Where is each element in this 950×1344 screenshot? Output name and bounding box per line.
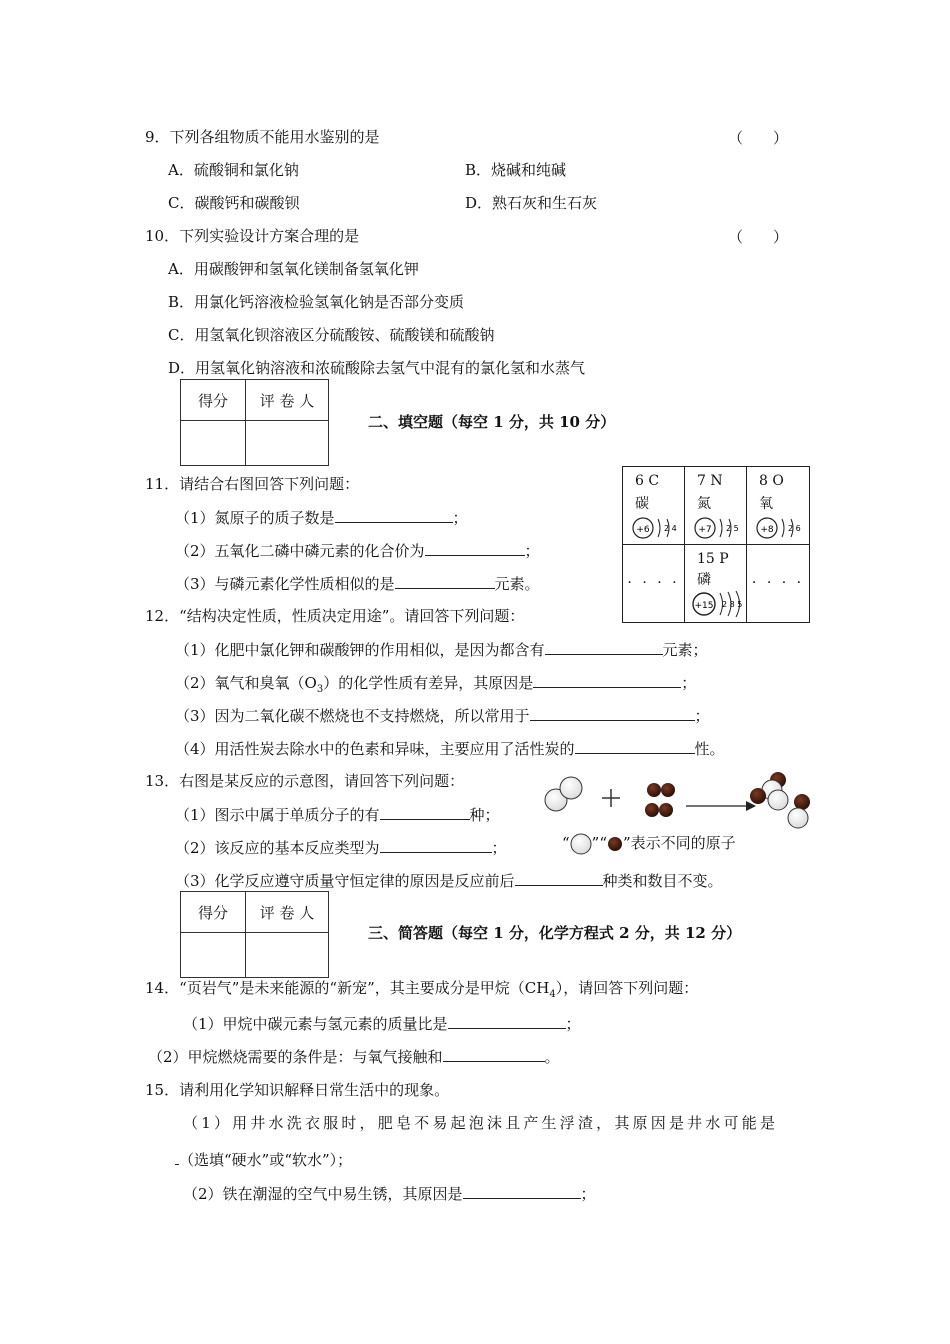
q12-part2-end: ； xyxy=(681,674,697,692)
q14-part2-text: （2）甲烷燃烧需要的条件是：与氧气接触和 xyxy=(148,1048,443,1066)
q11-part1-end: ； xyxy=(452,509,468,527)
q12-part2-text-b: ）的化学性质有差异，其原因是 xyxy=(323,674,534,692)
q11-blank-3[interactable] xyxy=(395,573,495,589)
q14-stem xyxy=(145,978,698,1005)
q12-stem: 12．“结构决定性质，性质决定用途”。请回答下列问题： xyxy=(145,607,525,625)
cell-dots-left xyxy=(623,545,685,622)
q9-option-a: A．硫酸铜和氯化钠 xyxy=(168,161,299,179)
q9-answer-paren[interactable]: （ ） xyxy=(728,129,789,147)
atom-legend xyxy=(562,833,736,855)
q12-part2-text-a: （2）氧气和臭氧（O xyxy=(175,674,317,692)
q13-part1-end: 种； xyxy=(469,806,500,824)
grader-cell-2[interactable] xyxy=(246,933,329,978)
q12-subscript: 3 xyxy=(316,684,324,695)
nitrogen-symbol: 7 N xyxy=(697,473,723,489)
carbon-symbol: 6 C xyxy=(635,473,660,489)
q11-part2 xyxy=(175,540,540,561)
q12-blank-2[interactable] xyxy=(533,672,681,688)
q12-part1-end: 元素； xyxy=(662,641,708,659)
q14-subscript: 4 xyxy=(549,989,556,1000)
q10-answer-paren[interactable]: （ ） xyxy=(728,228,789,246)
q14-part1-end: ； xyxy=(565,1015,581,1033)
q12-part1 xyxy=(175,639,708,660)
q11-part2-end: ； xyxy=(524,542,540,560)
grader-header: 评 卷 人 xyxy=(246,380,329,421)
q13-blank-2[interactable] xyxy=(380,837,492,853)
carbon-shells: 2 4 xyxy=(664,524,677,533)
score-table-1 xyxy=(180,379,329,466)
q13-part2 xyxy=(175,837,507,858)
q15-part2-end: ； xyxy=(580,1185,596,1203)
oxygen-atom-diagram xyxy=(755,515,805,541)
plus-sign xyxy=(602,789,620,807)
q11-part3 xyxy=(175,573,540,594)
oxygen-symbol: 8 O xyxy=(759,473,784,489)
q13-part2-text: （2）该反应的基本反应类型为 xyxy=(175,839,380,857)
q14-blank-1[interactable] xyxy=(448,1013,566,1029)
reaction-arrow xyxy=(686,801,756,811)
score-cell-2[interactable] xyxy=(181,933,246,978)
grader-header-2: 评 卷 人 xyxy=(246,892,329,933)
cell-oxygen xyxy=(747,467,809,545)
q14-part2 xyxy=(148,1046,560,1067)
q15-stem: 15．请利用化学知识解释日常生活中的现象。 xyxy=(145,1081,450,1099)
q13-part1-text: （1）图示中属于单质分子的有 xyxy=(175,806,380,824)
oxygen-nucleus: +8 xyxy=(760,525,774,535)
q11-part1 xyxy=(175,507,468,528)
q13-part3-text: （3）化学反应遵守质量守恒定律的原因是反应前后 xyxy=(175,872,515,890)
q11-blank-2[interactable] xyxy=(425,540,525,556)
phosphorus-symbol: 15 P xyxy=(697,551,729,567)
q12-part4-end: 性。 xyxy=(694,740,725,758)
phosphorus-nucleus: +15 xyxy=(694,601,714,611)
q13-part2-end: ； xyxy=(491,839,507,857)
carbon-nucleus: +6 xyxy=(636,525,650,535)
dots-left: · · · · xyxy=(627,575,680,591)
q10-option-d: D．用氢氧化钠溶液和浓硫酸除去氢气中混有的氯化氢和水蒸气 xyxy=(168,359,586,377)
phosphorus-name: 磷 xyxy=(697,572,711,588)
legend-text: ”表示不同的原子 xyxy=(623,834,736,852)
element-grid xyxy=(622,466,810,623)
reactant-dark-molecules xyxy=(645,783,675,817)
q14-part2-end: 。 xyxy=(544,1048,560,1066)
white-atom-icon xyxy=(570,833,592,855)
q15-part1-cont xyxy=(175,1149,352,1170)
legend-quote-mid: ”“ xyxy=(591,834,608,852)
oxygen-name: 氧 xyxy=(759,496,773,512)
carbon-name: 碳 xyxy=(635,496,649,512)
q10-option-c: C．用氢氧化钡溶液区分硫酸铵、硫酸镁和硫酸钠 xyxy=(168,326,495,344)
cell-carbon xyxy=(623,467,685,545)
q12-part4 xyxy=(175,738,725,759)
q12-part3 xyxy=(175,705,710,726)
nitrogen-atom-diagram xyxy=(693,515,743,541)
reaction-diagram xyxy=(540,768,820,832)
section-3-title: 三、简答题（每空 1 分，化学方程式 2 分，共 12 分） xyxy=(368,924,742,942)
score-cell[interactable] xyxy=(181,421,246,466)
cell-dots-right xyxy=(747,545,809,622)
score-table-2 xyxy=(180,891,329,978)
q12-part3-text: （3）因为二氧化碳不燃烧也不支持燃烧，所以常用于 xyxy=(175,707,530,725)
q15-part2 xyxy=(183,1183,596,1204)
legend-quote-open: “ xyxy=(562,834,570,852)
q11-part3-text: （3）与磷元素化学性质相似的是 xyxy=(175,575,395,593)
q13-stem: 13．右图是某反应的示意图，请回答下列问题： xyxy=(145,772,465,790)
q11-part3-end: 元素。 xyxy=(494,575,540,593)
phosphorus-shells: 2 8 5 xyxy=(722,600,743,609)
q14-stem-b: ），请回答下列问题： xyxy=(555,979,699,997)
q14-part1 xyxy=(183,1013,581,1034)
product-molecules xyxy=(750,772,810,828)
q9-option-c: C．碳酸钙和碳酸钡 xyxy=(168,194,300,212)
q15-part1-cont-text: （选填“硬水”或“软水”）； xyxy=(179,1151,353,1169)
q15-blank-2[interactable] xyxy=(463,1183,581,1199)
oxygen-shells: 2 6 xyxy=(788,524,801,533)
q10-option-b: B．用氯化钙溶液检验氢氧化钠是否部分变质 xyxy=(168,293,465,311)
reactant-white-molecule xyxy=(545,777,582,811)
phosphorus-atom-diagram xyxy=(691,589,747,619)
q12-blank-4[interactable] xyxy=(575,738,695,754)
q14-blank-2[interactable] xyxy=(443,1046,545,1062)
q12-part2 xyxy=(175,672,696,700)
q9-option-d: D．熟石灰和生石灰 xyxy=(465,194,598,212)
q10-option-a: A．用碳酸钾和氢氧化镁制备氢氧化钾 xyxy=(168,260,419,278)
nitrogen-nucleus: +7 xyxy=(698,525,712,535)
q15-part1: （1）用井水洗衣服时，肥皂不易起泡沫且产生浮渣，其原因是井水可能是 xyxy=(183,1114,779,1132)
q12-blank-1[interactable] xyxy=(545,639,663,655)
q15-part2-text: （2）铁在潮湿的空气中易生锈，其原因是 xyxy=(183,1185,463,1203)
q12-part3-end: ； xyxy=(694,707,710,725)
q11-part1-text: （1）氮原子的质子数是 xyxy=(175,509,335,527)
carbon-atom-diagram xyxy=(631,515,681,541)
q10-stem: 10．下列实验设计方案合理的是 xyxy=(145,227,360,245)
q11-part2-text: （2）五氧化二磷中磷元素的化合价为 xyxy=(175,542,425,560)
q12-part1-text: （1）化肥中氯化钾和碳酸钾的作用相似，是因为都含有 xyxy=(175,641,545,659)
score-header-2: 得分 xyxy=(181,892,246,933)
q13-part1 xyxy=(175,804,500,825)
dots-right: · · · · xyxy=(751,575,805,591)
q12-blank-3[interactable] xyxy=(530,705,695,721)
q14-stem-a: 14．“页岩气”是未来能源的“新宠”，其主要成分是甲烷（CH xyxy=(145,979,550,997)
q11-stem: 11．请结合右图回答下列问题： xyxy=(145,475,360,493)
q9-stem: 9．下列各组物质不能用水鉴别的是 xyxy=(145,128,380,146)
q13-part3 xyxy=(175,870,723,891)
nitrogen-name: 氮 xyxy=(697,496,711,512)
grader-cell[interactable] xyxy=(246,421,329,466)
cell-nitrogen xyxy=(685,467,747,545)
section-2-title: 二、填空题（每空 1 分，共 10 分） xyxy=(368,413,616,431)
nitrogen-shells: 2 5 xyxy=(726,524,739,533)
q13-blank-1[interactable] xyxy=(380,804,470,820)
cell-phosphorus xyxy=(685,545,747,622)
q13-part3-end: 种类和数目不变。 xyxy=(602,872,723,890)
q13-blank-3[interactable] xyxy=(515,870,603,886)
dark-atom-icon xyxy=(607,836,623,852)
q9-option-b: B．烧碱和纯碱 xyxy=(465,161,567,179)
q11-blank-1[interactable] xyxy=(335,507,453,523)
q14-part1-text: （1）甲烷中碳元素与氢元素的质量比是 xyxy=(183,1015,448,1033)
q12-part4-text: （4）用活性炭去除水中的色素和异味，主要应用了活性炭的 xyxy=(175,740,575,758)
score-header: 得分 xyxy=(181,380,246,421)
